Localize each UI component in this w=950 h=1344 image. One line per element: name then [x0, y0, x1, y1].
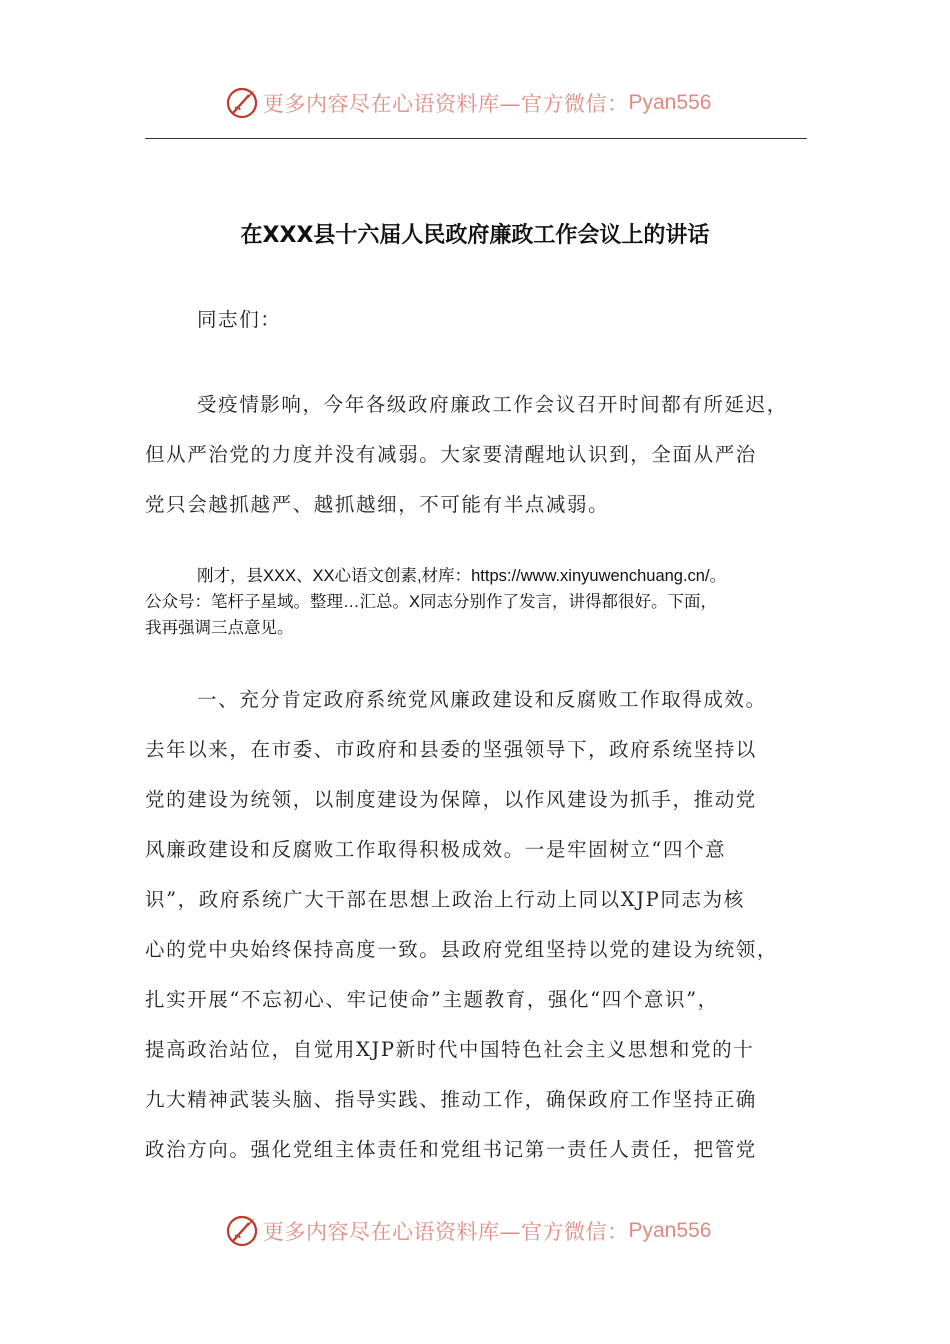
paragraph-line: 党的建设为统领，以制度建设为保障，以作风建设为抓手，推动党	[145, 788, 757, 811]
greeting-line: 同志们：	[197, 308, 282, 331]
banner-text: 更多内容尽在心语资料库—官方微信：	[263, 92, 629, 116]
footer-banner	[0, 1210, 950, 1250]
greeting	[145, 295, 810, 345]
paragraph-line: 但从严治党的力度并没有减弱。大家要清醒地认识到，全面从严治	[145, 443, 757, 466]
paragraph-line: 刚才，县XXX、XX心语文创素,材库：https://www.xinyuwenchuang.cn/。	[197, 567, 727, 585]
banner-text: 更多内容尽在心语资料库—官方微信：	[263, 1220, 629, 1244]
paragraph-line: 风廉政建设和反腐败工作取得积极成效。一是牢固树立“四个意	[145, 838, 727, 861]
paragraph-line: 我再强调三点意见。	[145, 619, 294, 637]
header-banner	[0, 82, 950, 122]
paragraph-1	[145, 380, 810, 530]
page-title: 在XXX县十六届人民政府廉政工作会议上的讲话	[240, 223, 710, 248]
paragraph-line: 九大精神武装头脑、指导实践、推动工作，确保政府工作坚持正确	[145, 1088, 757, 1111]
paragraph-2	[145, 563, 810, 641]
paragraph-line: 一、充分肯定政府系统党风廉政建设和反腐败工作取得成效。	[197, 688, 767, 711]
paragraph-line: 扎实开展“不忘初心、牢记使命”主题教育，强化“四个意识”，	[145, 988, 719, 1011]
paragraph-line: 公众号：笔杆子星域。整理…汇总。X同志分别作了发言，讲得都很好。下面，	[145, 593, 718, 611]
paragraph-line: 政治方向。强化党组主体责任和党组书记第一责任人责任，把管党	[145, 1138, 757, 1161]
paragraph-line: 去年以来，在市委、市政府和县委的坚强领导下，政府系统坚持以	[145, 738, 757, 761]
quill-logo-icon	[225, 86, 259, 120]
header-divider	[145, 138, 807, 139]
banner-handle: Pyan556	[628, 1219, 712, 1242]
paragraph-line: 识”，政府系统广大干部在思想上政治上行动上同以XJP同志为核	[145, 888, 745, 911]
paragraph-line: 心的党中央始终保持高度一致。县政府党组坚持以党的建设为统领，	[145, 938, 779, 961]
paragraph-line: 受疫情影响，今年各级政府廉政工作会议召开时间都有所延迟，	[197, 393, 788, 416]
banner-handle: Pyan556	[628, 91, 712, 114]
quill-logo-icon	[225, 1214, 259, 1248]
paragraph-line: 党只会越抓越严、越抓越细，不可能有半点减弱。	[145, 493, 610, 516]
paragraph-3	[145, 675, 810, 1175]
paragraph-line: 提高政治站位，自觉用XJP新时代中国特色社会主义思想和党的十	[145, 1038, 755, 1061]
